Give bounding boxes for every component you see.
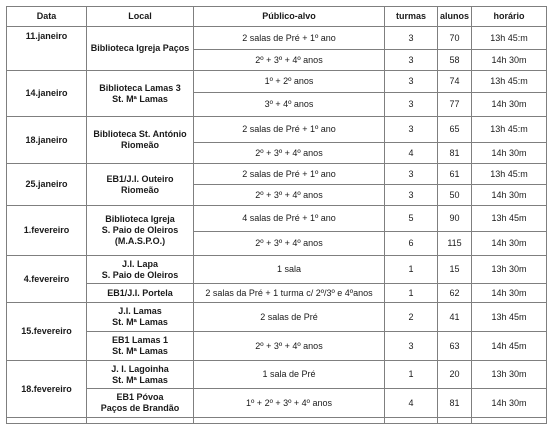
publico-alvo-cell: 2º + 3º + 4º anos — [194, 185, 385, 206]
header-horario: horário — [472, 7, 547, 27]
publico-alvo-cell: 2º + 3º + 4º anos — [194, 143, 385, 164]
horario-cell: 13h 45m — [472, 206, 547, 232]
date-cell: 18.janeiro — [7, 117, 87, 164]
publico-alvo-cell: 4 salas de Pré + 1º ano — [194, 206, 385, 232]
header-row — [7, 7, 547, 27]
turmas-cell: 3 — [385, 164, 438, 185]
horario-cell: 14h 30m — [472, 232, 547, 256]
date-cell: 18.fevereiro — [7, 361, 87, 418]
empty-cell — [472, 418, 547, 424]
empty-cell — [385, 418, 438, 424]
date-cell: 25.janeiro — [7, 164, 87, 206]
date-cell: 11.janeiro — [7, 27, 87, 71]
header-data: Data — [7, 7, 87, 27]
alunos-cell: 115 — [438, 232, 472, 256]
header-local: Local — [87, 7, 194, 27]
turmas-cell: 3 — [385, 27, 438, 50]
horario-cell: 13h 45m — [472, 303, 547, 332]
publico-alvo-cell: 1º + 2º + 3º + 4º anos — [194, 389, 385, 418]
date-cell: 1.fevereiro — [7, 206, 87, 256]
table-row-partial — [7, 418, 547, 424]
empty-cell — [87, 418, 194, 424]
table-row — [7, 284, 547, 303]
publico-alvo-cell: 2 salas da Pré + 1 turma c/ 2º/3º e 4ºanos — [194, 284, 385, 303]
alunos-cell: 74 — [438, 71, 472, 93]
turmas-cell: 3 — [385, 117, 438, 143]
table-row — [7, 71, 547, 93]
alunos-cell: 62 — [438, 284, 472, 303]
turmas-cell: 3 — [385, 185, 438, 206]
header-alunos: alunos — [438, 7, 472, 27]
horario-cell: 13h 45:m — [472, 71, 547, 93]
local-cell: Biblioteca Lamas 3 St. Mª Lamas — [87, 71, 194, 117]
publico-alvo-cell: 2º + 3º + 4º anos — [194, 50, 385, 71]
publico-alvo-cell: 2 salas de Pré + 1º ano — [194, 164, 385, 185]
horario-cell: 14h 30m — [472, 50, 547, 71]
alunos-cell: 61 — [438, 164, 472, 185]
turmas-cell: 1 — [385, 256, 438, 284]
horario-cell: 13h 45:m — [472, 117, 547, 143]
alunos-cell: 58 — [438, 50, 472, 71]
publico-alvo-cell: 1 sala — [194, 256, 385, 284]
turmas-cell: 3 — [385, 93, 438, 117]
local-cell: EB1/J.I. Portela — [87, 284, 194, 303]
local-cell: EB1 Póvoa Paços de Brandão — [87, 389, 194, 418]
alunos-cell: 65 — [438, 117, 472, 143]
turmas-cell: 4 — [385, 389, 438, 418]
date-cell: 4.fevereiro — [7, 256, 87, 303]
turmas-cell: 4 — [385, 143, 438, 164]
horario-cell: 14h 30m — [472, 93, 547, 117]
local-cell: EB1 Lamas 1 St. Mª Lamas — [87, 332, 194, 361]
publico-alvo-cell: 2 salas de Pré + 1º ano — [194, 27, 385, 50]
turmas-cell: 3 — [385, 50, 438, 71]
table-row — [7, 206, 547, 232]
date-cell: 15.fevereiro — [7, 303, 87, 361]
local-cell: Biblioteca Igreja Paços — [87, 27, 194, 71]
schedule-body — [7, 27, 547, 424]
local-cell: EB1/J.I. Outeiro Riomeão — [87, 164, 194, 206]
alunos-cell: 20 — [438, 361, 472, 389]
empty-cell — [7, 418, 87, 424]
horario-cell: 13h 45:m — [472, 164, 547, 185]
alunos-cell: 77 — [438, 93, 472, 117]
local-cell: J.I. Lamas St. Mª Lamas — [87, 303, 194, 332]
table-row — [7, 361, 547, 389]
schedule-document — [6, 6, 547, 424]
local-cell: Biblioteca Igreja S. Paio de Oleiros (M.A.S.P.O.) — [87, 206, 194, 256]
alunos-cell: 41 — [438, 303, 472, 332]
table-row — [7, 332, 547, 361]
turmas-cell: 1 — [385, 361, 438, 389]
turmas-cell: 1 — [385, 284, 438, 303]
turmas-cell: 2 — [385, 303, 438, 332]
alunos-cell: 90 — [438, 206, 472, 232]
local-cell: J. I. Lagoinha St. Mª Lamas — [87, 361, 194, 389]
alunos-cell: 81 — [438, 389, 472, 418]
publico-alvo-cell: 3º + 4º anos — [194, 93, 385, 117]
publico-alvo-cell: 2 salas de Pré — [194, 303, 385, 332]
date-cell: 14.janeiro — [7, 71, 87, 117]
horario-cell: 14h 30m — [472, 284, 547, 303]
local-cell: J.I. Lapa S. Paio de Oleiros — [87, 256, 194, 284]
alunos-cell: 63 — [438, 332, 472, 361]
publico-alvo-cell: 2º + 3º + 4º anos — [194, 232, 385, 256]
alunos-cell: 50 — [438, 185, 472, 206]
horario-cell: 14h 30m — [472, 143, 547, 164]
table-row — [7, 389, 547, 418]
turmas-cell: 3 — [385, 71, 438, 93]
schedule-table — [6, 6, 547, 424]
turmas-cell: 5 — [385, 206, 438, 232]
publico-alvo-cell: 1º + 2º anos — [194, 71, 385, 93]
horario-cell: 14h 45m — [472, 332, 547, 361]
table-row — [7, 256, 547, 284]
local-cell: Biblioteca St. António Riomeão — [87, 117, 194, 164]
horario-cell: 13h 30m — [472, 256, 547, 284]
header-publico-alvo: Público-alvo — [194, 7, 385, 27]
horario-cell: 14h 30m — [472, 389, 547, 418]
horario-cell: 13h 30m — [472, 361, 547, 389]
table-row — [7, 303, 547, 332]
empty-cell — [438, 418, 472, 424]
table-row — [7, 164, 547, 185]
table-row — [7, 117, 547, 143]
publico-alvo-cell: 2º + 3º + 4º anos — [194, 332, 385, 361]
horario-cell: 14h 30m — [472, 185, 547, 206]
empty-cell — [194, 418, 385, 424]
alunos-cell: 70 — [438, 27, 472, 50]
turmas-cell: 3 — [385, 332, 438, 361]
publico-alvo-cell: 2 salas de Pré + 1º ano — [194, 117, 385, 143]
publico-alvo-cell: 1 sala de Pré — [194, 361, 385, 389]
turmas-cell: 6 — [385, 232, 438, 256]
alunos-cell: 81 — [438, 143, 472, 164]
horario-cell: 13h 45:m — [472, 27, 547, 50]
table-row — [7, 27, 547, 50]
header-turmas: turmas — [385, 7, 438, 27]
alunos-cell: 15 — [438, 256, 472, 284]
